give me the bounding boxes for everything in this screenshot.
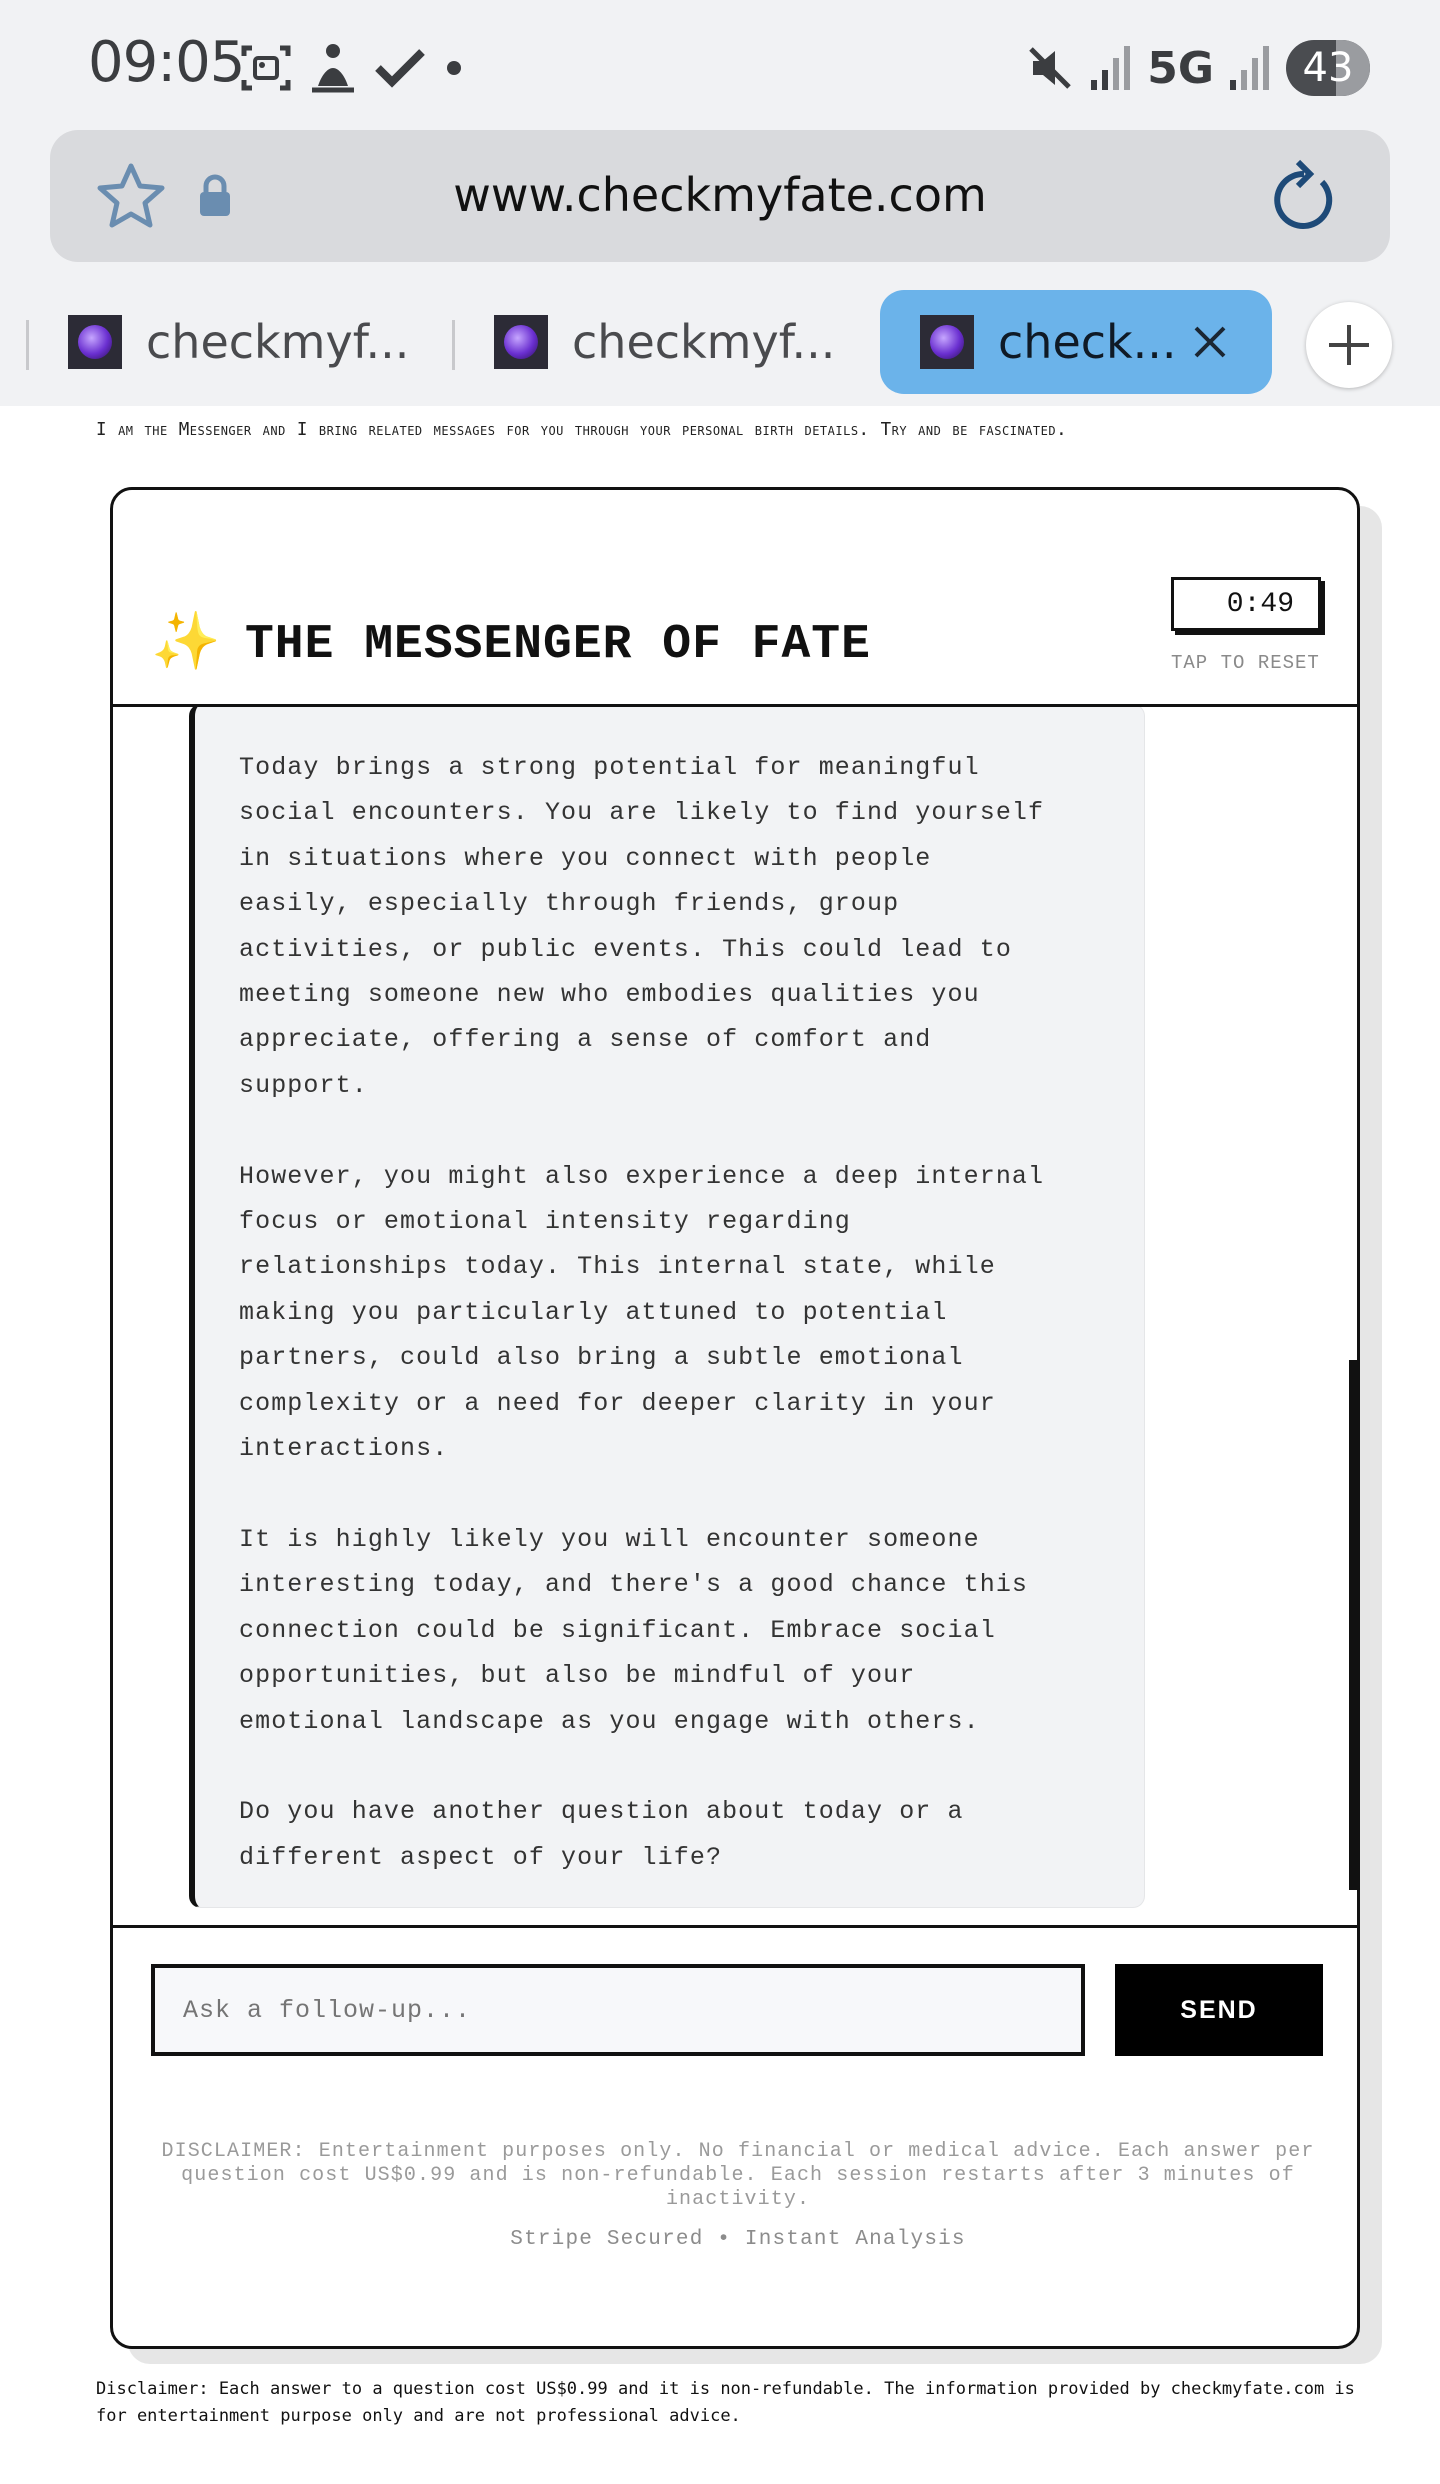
message-paragraph: Today brings a strong potential for meaningful social encounters. You are likely to find yourself in situations where you connect with people easily, especially through friends, group activities, or public events. This could lead to meeting someone new who embodies qualities you appreciate, offering a sense of comfort and support. <box>239 753 1045 1100</box>
mute-icon <box>1025 43 1075 93</box>
crystal-ball-icon <box>920 315 974 369</box>
messenger-card <box>110 487 1360 2349</box>
reload-icon[interactable] <box>1268 158 1340 234</box>
follow-up-input[interactable] <box>151 1964 1085 2056</box>
tab-bar <box>0 290 1440 406</box>
browser-toolbar <box>0 130 1440 290</box>
message-paragraph: However, you might also experience a deep internal focus or emotional intensity regarding relationships today. This internal state, while making you particularly attuned to potential partners, could also bring a subtle emotional complexity or a need for deeper clarity in your interactions. <box>239 1161 1045 1464</box>
crystal-ball-icon <box>68 315 122 369</box>
network-type: 5G <box>1147 42 1214 94</box>
battery-indicator <box>1286 40 1370 96</box>
tab-1[interactable] <box>68 290 409 394</box>
status-time: 09:05 <box>88 30 245 95</box>
message-paragraph: It is highly likely you will encounter someone interesting today, and there's a good chance this connection could be significant. Embrace social opportunities, but also be mindful of your emotional landscape as you engage with others. <box>239 1524 1029 1736</box>
screenshot-icon <box>240 42 292 94</box>
tab-title: check... <box>998 315 1177 369</box>
close-tab-icon[interactable] <box>1192 324 1228 360</box>
tab-2[interactable] <box>494 290 835 394</box>
tab-separator <box>26 320 29 370</box>
check-icon <box>374 48 426 88</box>
plus-icon <box>1327 323 1371 367</box>
tab-title: checkmyf... <box>146 315 410 369</box>
url-text[interactable]: www.checkmyfate.com <box>453 168 987 222</box>
secured-note: Stripe Secured • Instant Analysis <box>510 2228 966 2251</box>
message-bubble <box>189 707 1145 1908</box>
sparkles-icon: ✨ <box>151 609 221 672</box>
message-paragraph: Do you have another question about today or a different aspect of your life? <box>239 1797 964 1872</box>
signal-icon <box>1228 44 1272 92</box>
send-button[interactable]: SEND <box>1115 1964 1323 2056</box>
card-header <box>113 490 1357 707</box>
session-timer[interactable]: 0:49 <box>1171 577 1321 631</box>
crystal-ball-icon <box>494 315 548 369</box>
new-tab-button[interactable] <box>1306 302 1392 388</box>
page-title: THE MESSENGER OF FATE <box>245 618 871 672</box>
signal-icon <box>1089 44 1133 92</box>
status-icons-left <box>240 40 464 96</box>
tab-separator <box>452 320 455 370</box>
message-area[interactable] <box>113 707 1357 1923</box>
dot-icon <box>444 58 464 78</box>
status-bar <box>0 0 1440 130</box>
meditation-icon <box>310 42 356 94</box>
timer-reset-hint[interactable]: TAP TO RESET <box>1171 652 1320 674</box>
tab-title: checkmyf... <box>572 315 836 369</box>
intro-text: I am the Messenger and I bring related messages for you through your personal birth details. Try and be fascinated. <box>96 420 1068 440</box>
status-icons-right <box>1025 36 1370 100</box>
input-row <box>113 1925 1357 2108</box>
card-disclaimer: DISCLAIMER: Entertainment purposes only. No financial or medical advice. Each answer per question cost US$0.99 and is non-refundable. Each session restarts after 3 minutes of inactivity. <box>161 2140 1315 2211</box>
footer-disclaimer: Disclaimer: Each answer to a question cost US$0.99 and it is non-refundable. The information provided by checkmyfate.com is for entertainment purpose only and are not professional advice. <box>96 2379 1355 2426</box>
tab-3-active[interactable] <box>880 290 1272 394</box>
battery-level: 43 <box>1302 45 1354 91</box>
scrollbar-thumb[interactable] <box>1349 1360 1360 1890</box>
address-bar[interactable] <box>50 130 1390 262</box>
